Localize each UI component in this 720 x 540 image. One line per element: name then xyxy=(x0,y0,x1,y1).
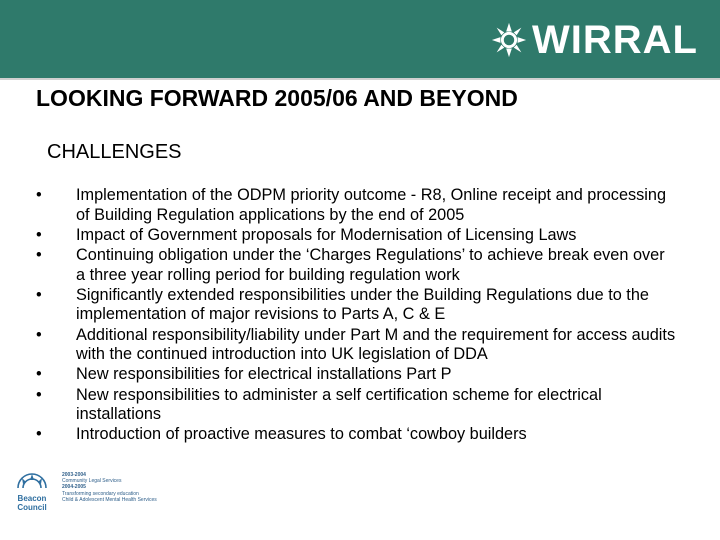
header-divider xyxy=(0,78,720,80)
bullet-icon: • xyxy=(36,425,42,444)
list-item-text: Impact of Government proposals for Modernisation of Licensing Laws xyxy=(76,225,577,244)
list-item xyxy=(36,326,676,365)
list-item-text: Significantly extended responsibilities under the Building Regulations due to the implementation of major revisions to Parts A, C & E xyxy=(76,285,649,324)
award-line: Child & Adolescent Mental Health Services xyxy=(62,496,157,503)
beacon-council-logo xyxy=(8,466,168,516)
list-item-text: Continuing obligation under the ‘Charges Regulations’ to achieve break even over a three year rolling period for building regulation work xyxy=(76,245,665,284)
bullet-icon: • xyxy=(36,225,42,244)
beacon-award-text xyxy=(62,472,157,503)
award-line: Community Legal Services xyxy=(62,478,122,485)
list-item xyxy=(36,386,676,425)
list-item xyxy=(36,286,676,325)
beacon-council-icon xyxy=(8,466,56,514)
list-item xyxy=(36,365,676,385)
bullet-icon: • xyxy=(36,365,42,384)
header-bar xyxy=(0,0,720,78)
bullet-icon: • xyxy=(36,186,42,204)
svg-text:Beacon: Beacon xyxy=(17,494,47,503)
award-year: 2004-2005 xyxy=(62,484,86,491)
list-item-text: Introduction of proactive measures to combat ‘cowboy builders xyxy=(76,425,527,444)
section-heading: CHALLENGES xyxy=(47,141,182,163)
list-item-text: Additional responsibility/liability under Part M and the requirement for access audits with the continued introduction into UK legislation of DDA xyxy=(76,325,676,364)
challenges-list xyxy=(36,186,676,445)
bullet-icon: • xyxy=(36,385,42,404)
wirral-logo xyxy=(490,18,698,62)
page-title: LOOKING FORWARD 2005/06 AND BEYOND xyxy=(36,85,518,111)
list-item-text: New responsibilities to administer a self certification scheme for electrical installations xyxy=(76,385,602,424)
list-item-text: New responsibilities for electrical installations Part P xyxy=(76,365,452,384)
award-line: Transforming secondary education xyxy=(62,490,139,497)
award-year: 2003-2004 xyxy=(62,472,86,478)
wirral-star-icon xyxy=(490,21,528,59)
list-item xyxy=(36,186,676,225)
bullet-icon: • xyxy=(36,325,42,344)
list-item xyxy=(36,226,676,246)
list-item xyxy=(36,246,676,285)
logo-text: WIRRAL xyxy=(532,18,698,62)
list-item xyxy=(36,425,676,445)
svg-text:Council: Council xyxy=(17,503,47,512)
list-item-text: Implementation of the ODPM priority outcome - R8, Online receipt and processing of Building Regulation applications by the end of 2005 xyxy=(76,186,667,224)
bullet-icon: • xyxy=(36,245,42,264)
bullet-icon: • xyxy=(36,285,42,304)
